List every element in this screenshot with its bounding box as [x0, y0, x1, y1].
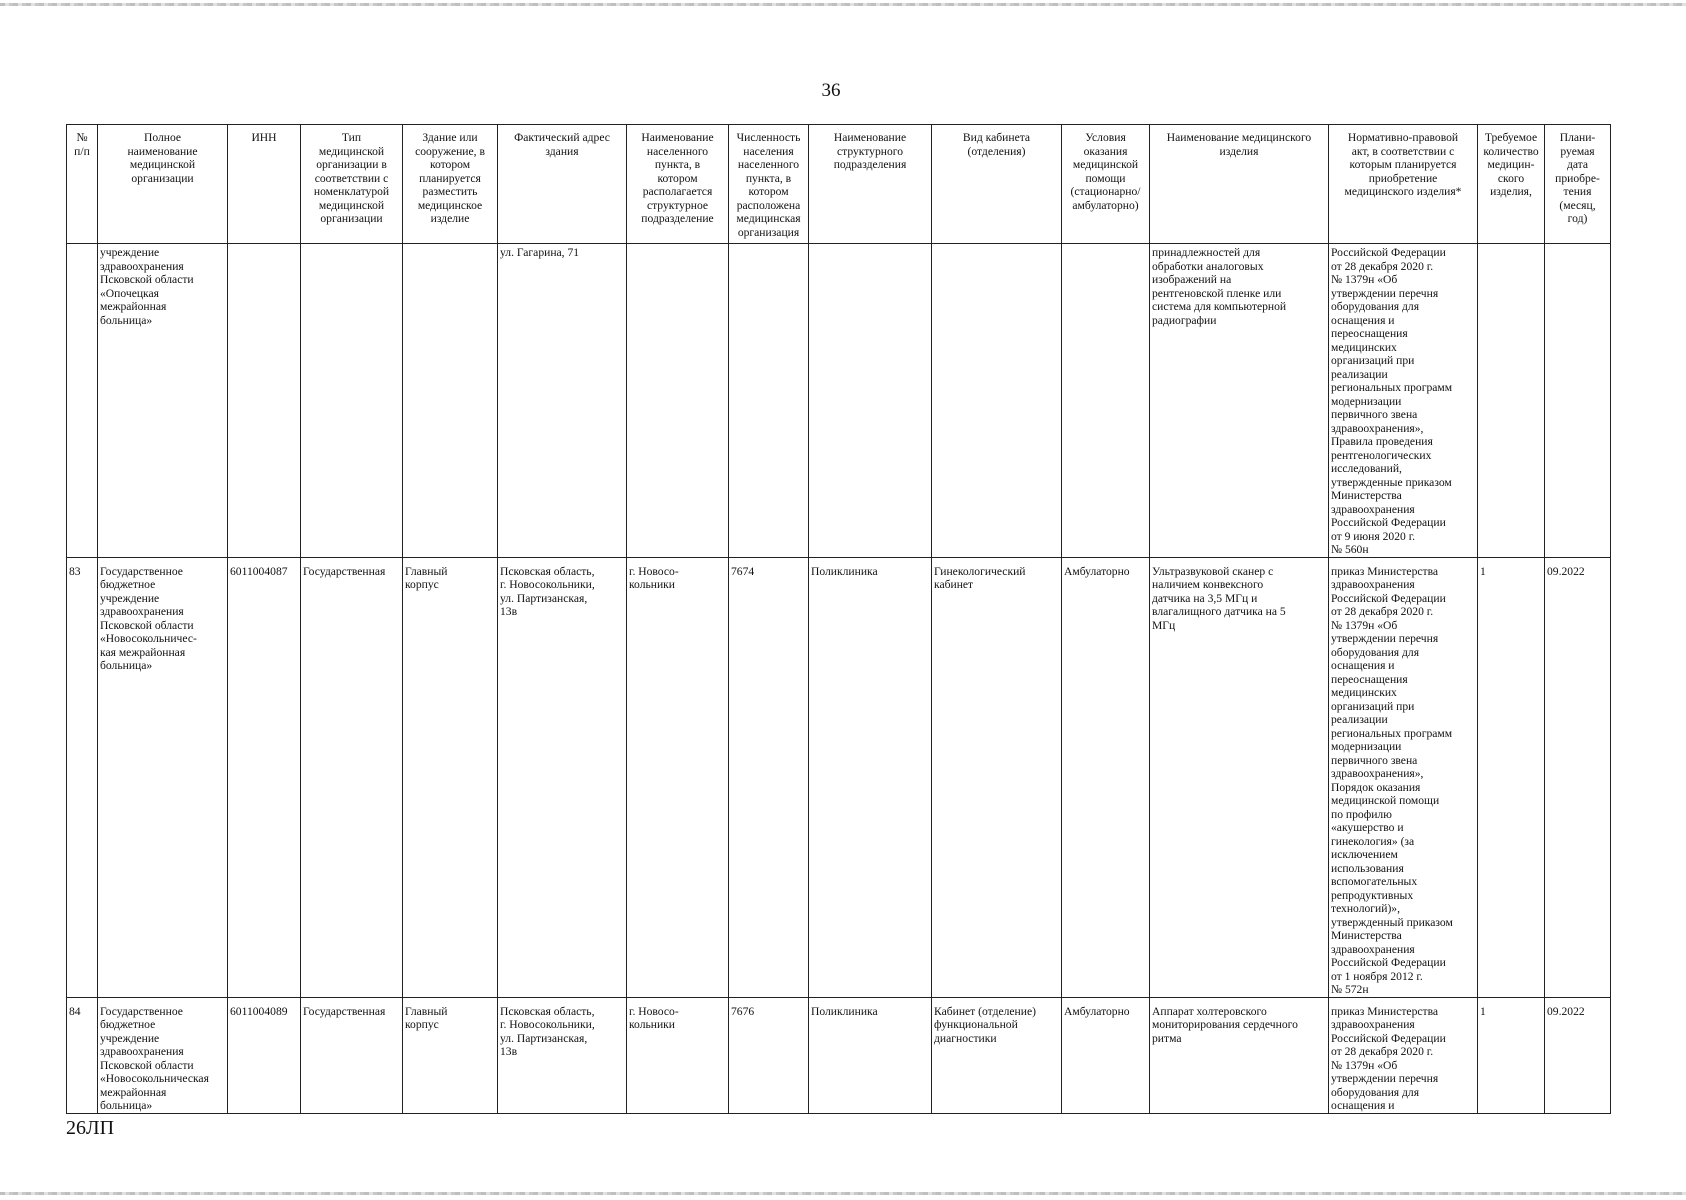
page-number: 36	[821, 80, 841, 101]
cell-num	[67, 244, 98, 558]
header-locality: Наименование населенного пункта, в котором располагается структурное подразделение	[627, 125, 729, 244]
header-planned-date: Плани- руемая дата приобре- тения (месяц, год)	[1545, 125, 1611, 244]
cell-conditions: Амбулаторно	[1062, 997, 1150, 1113]
header-quantity: Требуемое количество медицин- ского изделия,	[1478, 125, 1545, 244]
table-header-row	[67, 125, 1611, 244]
cell-num: 84	[67, 997, 98, 1113]
cell-legal-act: приказ Министерства здравоохранения Российской Федерации от 28 декабря 2020 г. № 1379н «Об утверждении перечня оборудования для оснащения и	[1329, 997, 1478, 1113]
table-row	[67, 557, 1611, 997]
cell-population	[729, 244, 809, 558]
cell-population: 7674	[729, 557, 809, 997]
cell-legal-act: приказ Министерства здравоохранения Российской Федерации от 28 декабря 2020 г. № 1379н «Об утверждении перечня оборудования для оснащения и переоснащения медицинских организаций при реализации региональных программ модернизации первичного звена здравоохранения», Порядок оказания медицинской помощи по профилю «акушерство и гинекология» (за исключением использования вспомогательных репродуктивных технологий)», утвержденный приказом Министерства здравоохранения Российской Федерации от 1 ноября 2012 г. № 572н	[1329, 557, 1478, 997]
cell-conditions	[1062, 244, 1150, 558]
cell-address: Псковская область, г. Новосокольники, ул. Партизанская, 13в	[498, 557, 627, 997]
header-conditions: Условия оказания медицинской помощи (стационарно/ амбулаторно)	[1062, 125, 1150, 244]
cell-org-type: Государственная	[301, 997, 403, 1113]
cell-inn	[228, 244, 301, 558]
cell-unit: Поликлиника	[809, 997, 932, 1113]
cell-planned-date: 09.2022	[1545, 997, 1611, 1113]
cell-unit: Поликлиника	[809, 557, 932, 997]
header-unit: Наименование структурного подразделения	[809, 125, 932, 244]
cell-inn: 6011004089	[228, 997, 301, 1113]
cell-planned-date: 09.2022	[1545, 557, 1611, 997]
scan-edge-bottom	[0, 1192, 1686, 1195]
cell-legal-act: Российской Федерации от 28 декабря 2020 г. № 1379н «Об утверждении перечня оборудования для оснащения и переоснащения медицинских организаций при реализации региональных программ модернизации первичного звена здравоохранения», Правила проведения рентгенологических исследований, утвержденные приказом Министерства здравоохранения Российской Федерации от 9 июня 2020 г. № 560н	[1329, 244, 1478, 558]
cell-org-type	[301, 244, 403, 558]
header-org-type: Тип медицинской организации в соответствии с номенклатурой медицинской организации	[301, 125, 403, 244]
scan-edge-top	[0, 3, 1686, 6]
medical-equipment-table	[66, 124, 1611, 1114]
cell-quantity: 1	[1478, 557, 1545, 997]
cell-conditions: Амбулаторно	[1062, 557, 1150, 997]
document-code: 26ЛП	[66, 1117, 115, 1139]
cell-locality: г. Новосо- кольники	[627, 997, 729, 1113]
cell-num: 83	[67, 557, 98, 997]
table-row	[67, 997, 1611, 1113]
header-cabinet: Вид кабинета (отделения)	[932, 125, 1062, 244]
header-device: Наименование медицинского изделия	[1150, 125, 1329, 244]
cell-building: Главный корпус	[403, 997, 498, 1113]
header-legal-act: Нормативно-правовой акт, в соответствии с которым планируется приобретение медицинского изделия*	[1329, 125, 1478, 244]
cell-org-type: Государственная	[301, 557, 403, 997]
cell-address: Псковская область, г. Новосокольники, ул. Партизанская, 13в	[498, 997, 627, 1113]
cell-quantity	[1478, 244, 1545, 558]
cell-device: Аппарат холтеровского мониторирования сердечного ритма	[1150, 997, 1329, 1113]
header-inn: ИНН	[228, 125, 301, 244]
cell-cabinet	[932, 244, 1062, 558]
cell-org-name: Государственное бюджетное учреждение здравоохранения Псковской области «Новосокольническая межрайонная больница»	[98, 997, 228, 1113]
header-address: Фактический адрес здания	[498, 125, 627, 244]
table-row	[67, 244, 1611, 558]
cell-org-name: Государственное бюджетное учреждение здравоохранения Псковской области «Новосокольничес- кая межрайонная больница»	[98, 557, 228, 997]
cell-locality: г. Новосо- кольники	[627, 557, 729, 997]
cell-unit	[809, 244, 932, 558]
cell-planned-date	[1545, 244, 1611, 558]
header-building: Здание или сооружение, в котором планируется разместить медицинское изделие	[403, 125, 498, 244]
cell-locality	[627, 244, 729, 558]
cell-address: ул. Гагарина, 71	[498, 244, 627, 558]
cell-cabinet: Кабинет (отделение) функциональной диагностики	[932, 997, 1062, 1113]
header-population: Численность населения населенного пункта, в котором расположена медицинская организация	[729, 125, 809, 244]
cell-cabinet: Гинекологический кабинет	[932, 557, 1062, 997]
cell-building: Главный корпус	[403, 557, 498, 997]
cell-quantity: 1	[1478, 997, 1545, 1113]
cell-org-name: учреждение здравоохранения Псковской области «Опочецкая межрайонная больница»	[98, 244, 228, 558]
header-org-name: Полное наименование медицинской организации	[98, 125, 228, 244]
cell-device: принадлежностей для обработки аналоговых изображений на рентгеновской пленке или система для компьютерной радиографии	[1150, 244, 1329, 558]
cell-device: Ультразвуковой сканер с наличием конвексного датчика на 3,5 МГц и влагалищного датчика на 5 МГц	[1150, 557, 1329, 997]
cell-population: 7676	[729, 997, 809, 1113]
cell-inn: 6011004087	[228, 557, 301, 997]
cell-building	[403, 244, 498, 558]
header-num: № п/п	[67, 125, 98, 244]
